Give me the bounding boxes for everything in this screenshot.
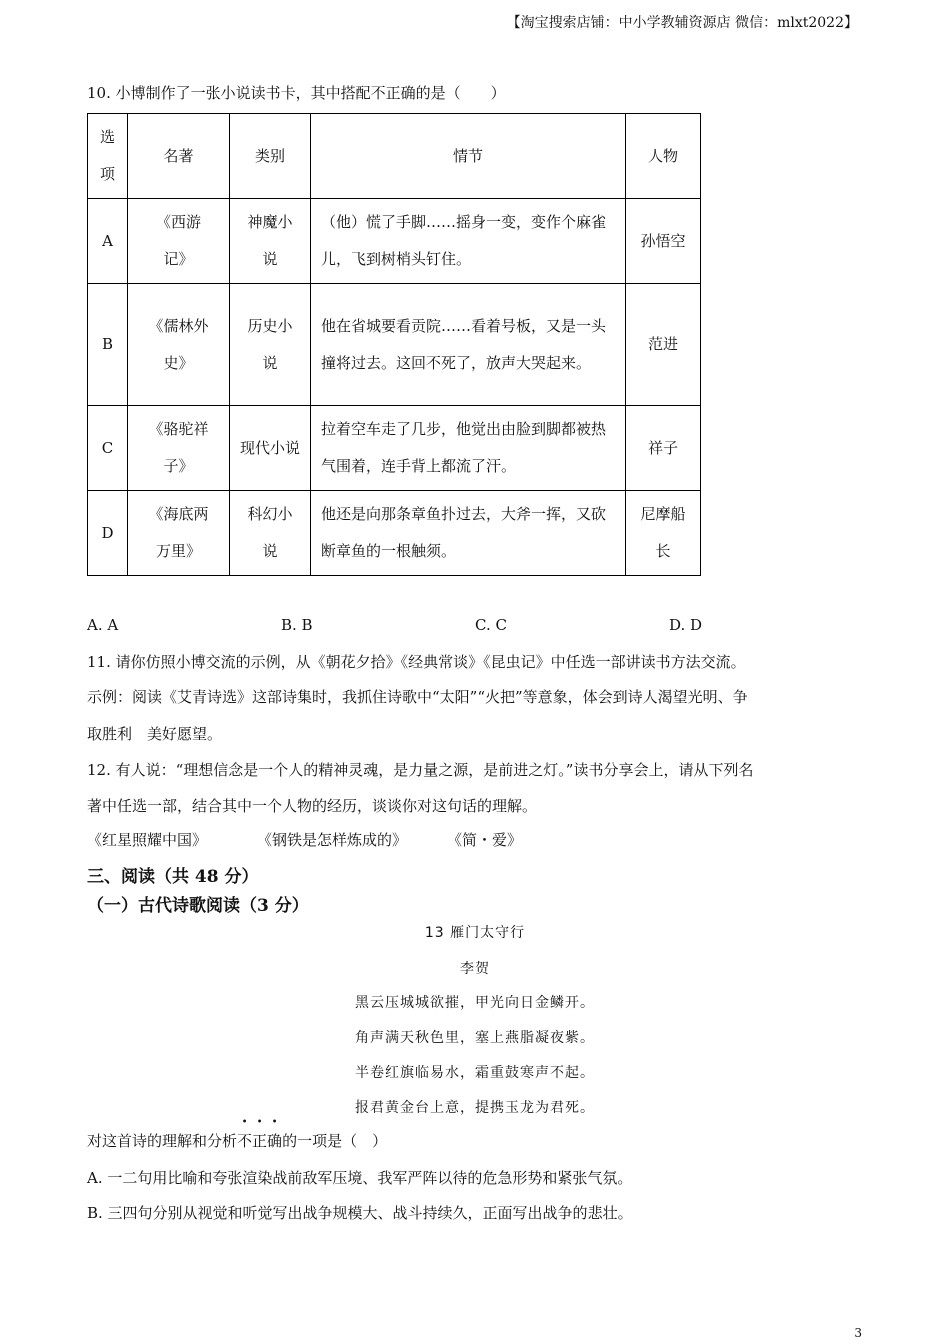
poem-author: 李贺	[460, 961, 490, 977]
table-row	[88, 406, 701, 491]
header-plot: 情节	[311, 114, 626, 199]
header-type: 类别	[230, 114, 311, 199]
row-person: 尼摩船长	[640, 505, 686, 560]
question-12-stem-cont: 著中任选一部，结合其中一个人物的经历，谈谈你对这句话的理解。	[87, 797, 538, 815]
table-row	[88, 491, 701, 576]
table-header-row	[88, 114, 701, 199]
header-person: 人物	[626, 114, 701, 199]
row-person: 范进	[626, 284, 701, 406]
option-b: B. B	[281, 616, 313, 634]
row-option: D	[88, 491, 128, 576]
row-person: 祥子	[626, 406, 701, 491]
row-book: 《儒林外史》	[148, 316, 209, 372]
header-book: 名著	[128, 114, 230, 199]
option-a: A. A	[87, 616, 119, 634]
emphasis-char: 确	[267, 1132, 283, 1150]
question-13-option-b: B. 三四句分别从视觉和听觉写出战争规模大、战斗持续久，正面写出战争的悲壮。	[87, 1204, 633, 1222]
question-13-stem: 对这首诗的理解和分析不正确的一项是（ ）	[87, 1132, 388, 1150]
emphasis-char: 不	[237, 1132, 253, 1150]
row-type: 科幻小说	[247, 505, 293, 560]
poem-line: 半卷红旗临易水，霜重鼓寒声不起。	[355, 1065, 595, 1081]
question-12-stem: 12. 有人说：“理想信念是一个人的精神灵魂，是力量之源，是前进之灯。”读书分享会上，请从下列名	[87, 761, 754, 779]
row-plot: （他）慌了手脚……摇身一变，变作个麻雀儿，飞到树梢头钉住。	[321, 213, 607, 268]
table-row	[88, 284, 701, 406]
row-type: 现代小说	[240, 438, 301, 457]
subsection-heading: （一）古代诗歌阅读（3 分）	[87, 896, 309, 916]
book-option: 《钢铁是怎样炼成的》	[257, 831, 408, 849]
section-heading: 三、阅读（共 48 分）	[87, 867, 259, 887]
option-c: C. C	[475, 616, 507, 634]
question-11-example-cont: 取胜利 美好愿望。	[87, 725, 223, 743]
question-13-option-a: A. 一二句用比喻和夸张渲染战前敌军压境、我军严阵以待的危急形势和紧张气氛。	[87, 1169, 633, 1187]
row-person: 孙悟空	[626, 199, 701, 284]
row-type: 神魔小说	[247, 213, 293, 268]
emphasis-char: 正	[252, 1132, 268, 1150]
row-option: A	[88, 199, 128, 284]
question-11-example: 示例：阅读《艾青诗选》这部诗集时，我抓住诗歌中“太阳”“火把”等意象，体会到诗人渴望光明、争	[87, 688, 748, 706]
question-10-stem: 10. 小博制作了一张小说读书卡，其中搭配不正确的是（ ）	[87, 84, 506, 102]
book-option: 《简・爱》	[447, 831, 523, 849]
header-option: 选项	[88, 114, 128, 199]
poem-title: 13 雁门太守行	[424, 925, 526, 941]
row-option: C	[88, 406, 128, 491]
book-option: 《红星照耀中国》	[87, 831, 208, 849]
row-type: 历史小说	[247, 316, 293, 372]
row-book: 《骆驼祥子》	[148, 420, 209, 475]
row-option: B	[88, 284, 128, 406]
page-number: 3	[854, 1326, 862, 1340]
question-11-stem: 11. 请你仿照小博交流的示例，从《朝花夕拾》《经典常谈》《昆虫记》中任选一部讲读书方法交流。	[87, 653, 746, 671]
table-row	[88, 199, 701, 284]
page-header: 【淘宝搜索店铺：中小学教辅资源店 微信：mlxt2022】	[506, 15, 858, 31]
poem-line: 黑云压城城欲摧，甲光向日金鳞开。	[355, 995, 595, 1011]
book-card-table	[87, 113, 701, 576]
option-d: D. D	[669, 616, 703, 634]
row-plot: 他在省城要看贡院……看着号板，又是一头撞将过去。这回不死了，放声大哭起来。	[321, 316, 607, 372]
poem-line: 报君黄金台上意，提携玉龙为君死。	[355, 1100, 595, 1116]
row-plot: 拉着空车走了几步，他觉出由脸到脚都被热气围着，连手背上都流了汗。	[321, 420, 607, 475]
row-plot: 他还是向那条章鱼扑过去，大斧一挥，又砍断章鱼的一根触须。	[321, 505, 607, 560]
row-book: 《西游记》	[156, 213, 202, 268]
poem-line: 角声满天秋色里，塞上燕脂凝夜紫。	[355, 1030, 595, 1046]
row-book: 《海底两万里》	[148, 505, 209, 560]
